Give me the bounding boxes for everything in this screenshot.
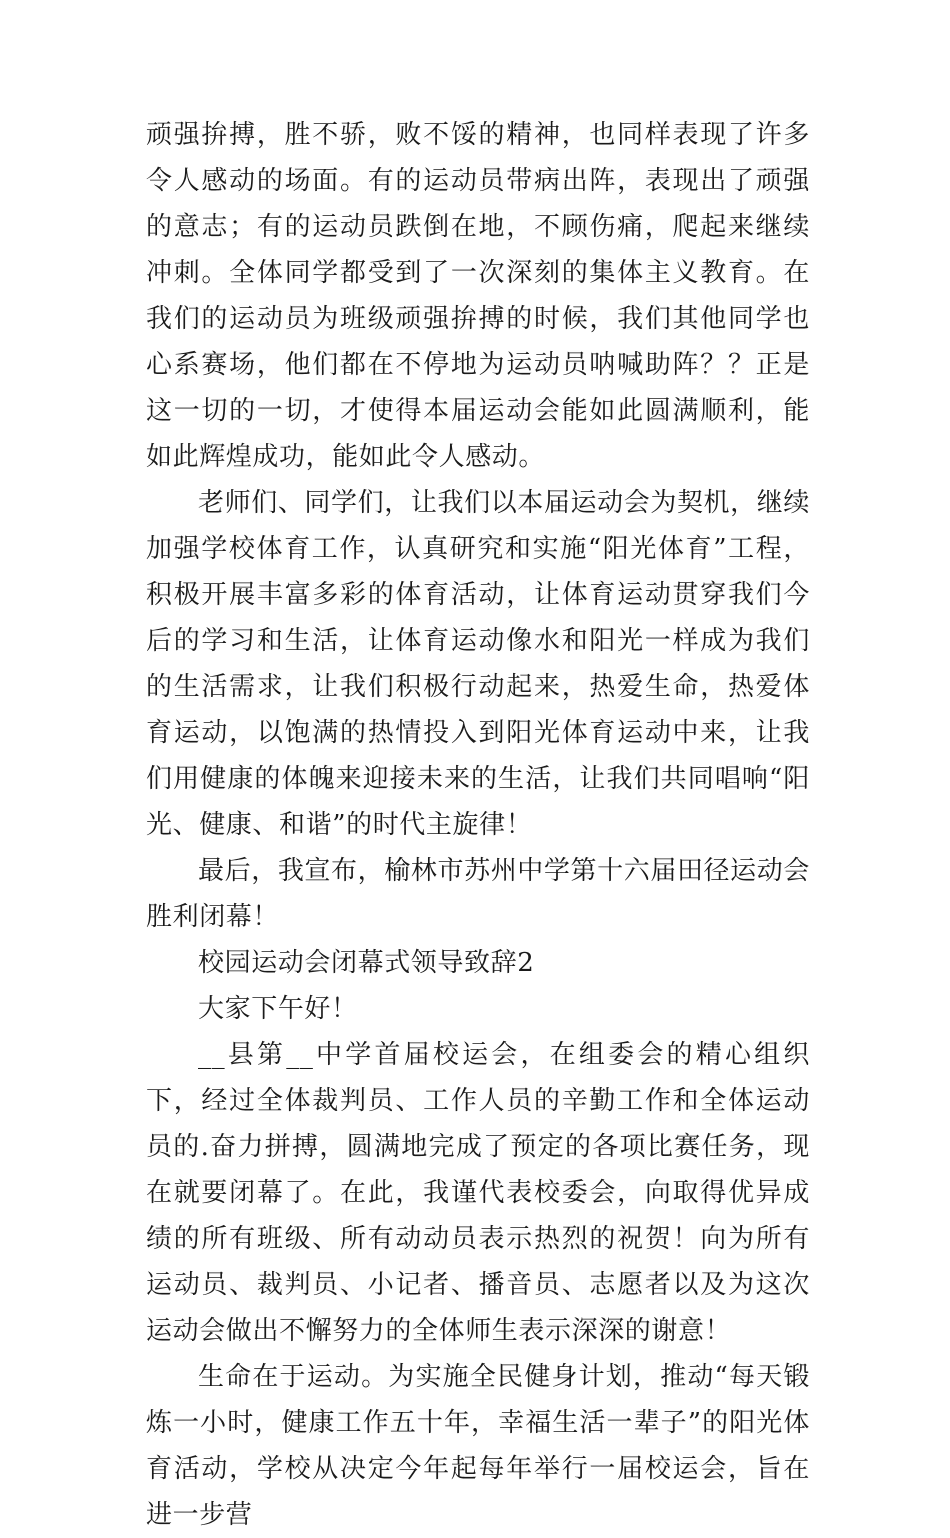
paragraph-1: 顽强拚搏，胜不骄，败不馁的精神，也同样表现了许多令人感动的场面。有的运动员带病出阵，表现出了顽强的意志；有的运动员跌倒在地，不顾伤痛，爬起来继续冲刺。全体同学都受到了一次深刻的集体主义教育。在我们的运动员为班级顽强拚搏的时候，我们其他同学也心系赛场，他们都在不停地为运动员呐喊助阵？？正是这一切的一切，才使得本届运动会能如此圆满顺利，能如此辉煌成功，能如此令人感动。 [146, 120, 810, 472]
paragraph-2: 老师们、同学们，让我们以本届运动会为契机，继续加强学校体育工作，认真研究和实施“阳光体育”工程，积极开展丰富多彩的体育活动，让体育运动贯穿我们今后的学习和生活，让体育运动像水和阳光一样成为我们的生活需求，让我们积极行动起来，热爱生命，热爱体育运动，以饱满的热情投入到阳光体育运动中来，让我们用健康的体魄来迎接未来的生活，让我们共同唱响“阳光、健康、和谐”的时代主旋律！ [146, 488, 810, 840]
paragraph-3: 最后，我宣布，榆林市苏州中学第十六届田径运动会胜利闭幕！ [146, 856, 810, 932]
paragraph-6: __县第__中学首届校运会，在组委会的精心组织下，经过全体裁判员、工作人员的辛勤工作和全体运动员的.奋力拼搏，圆满地完成了预定的各项比赛任务，现在就要闭幕了。在此，我谨代表校委会，向取得优异成绩的所有班级、所有动动员表示热烈的祝贺！向为所有运动员、裁判员、小记者、播音员、志愿者以及为这次运动会做出不懈努力的全体师生表示深深的谢意！ [146, 1040, 810, 1346]
document-body [146, 112, 810, 1538]
paragraph-7: 生命在于运动。为实施全民健身计划，推动“每天锻炼一小时，健康工作五十年，幸福生活一辈子”的阳光体育活动，学校从决定今年起每年举行一届校运会，旨在进一步营 [146, 1362, 810, 1530]
section-heading: 校园运动会闭幕式领导致辞2 [198, 948, 535, 978]
greeting: 大家下午好！ [198, 994, 358, 1024]
